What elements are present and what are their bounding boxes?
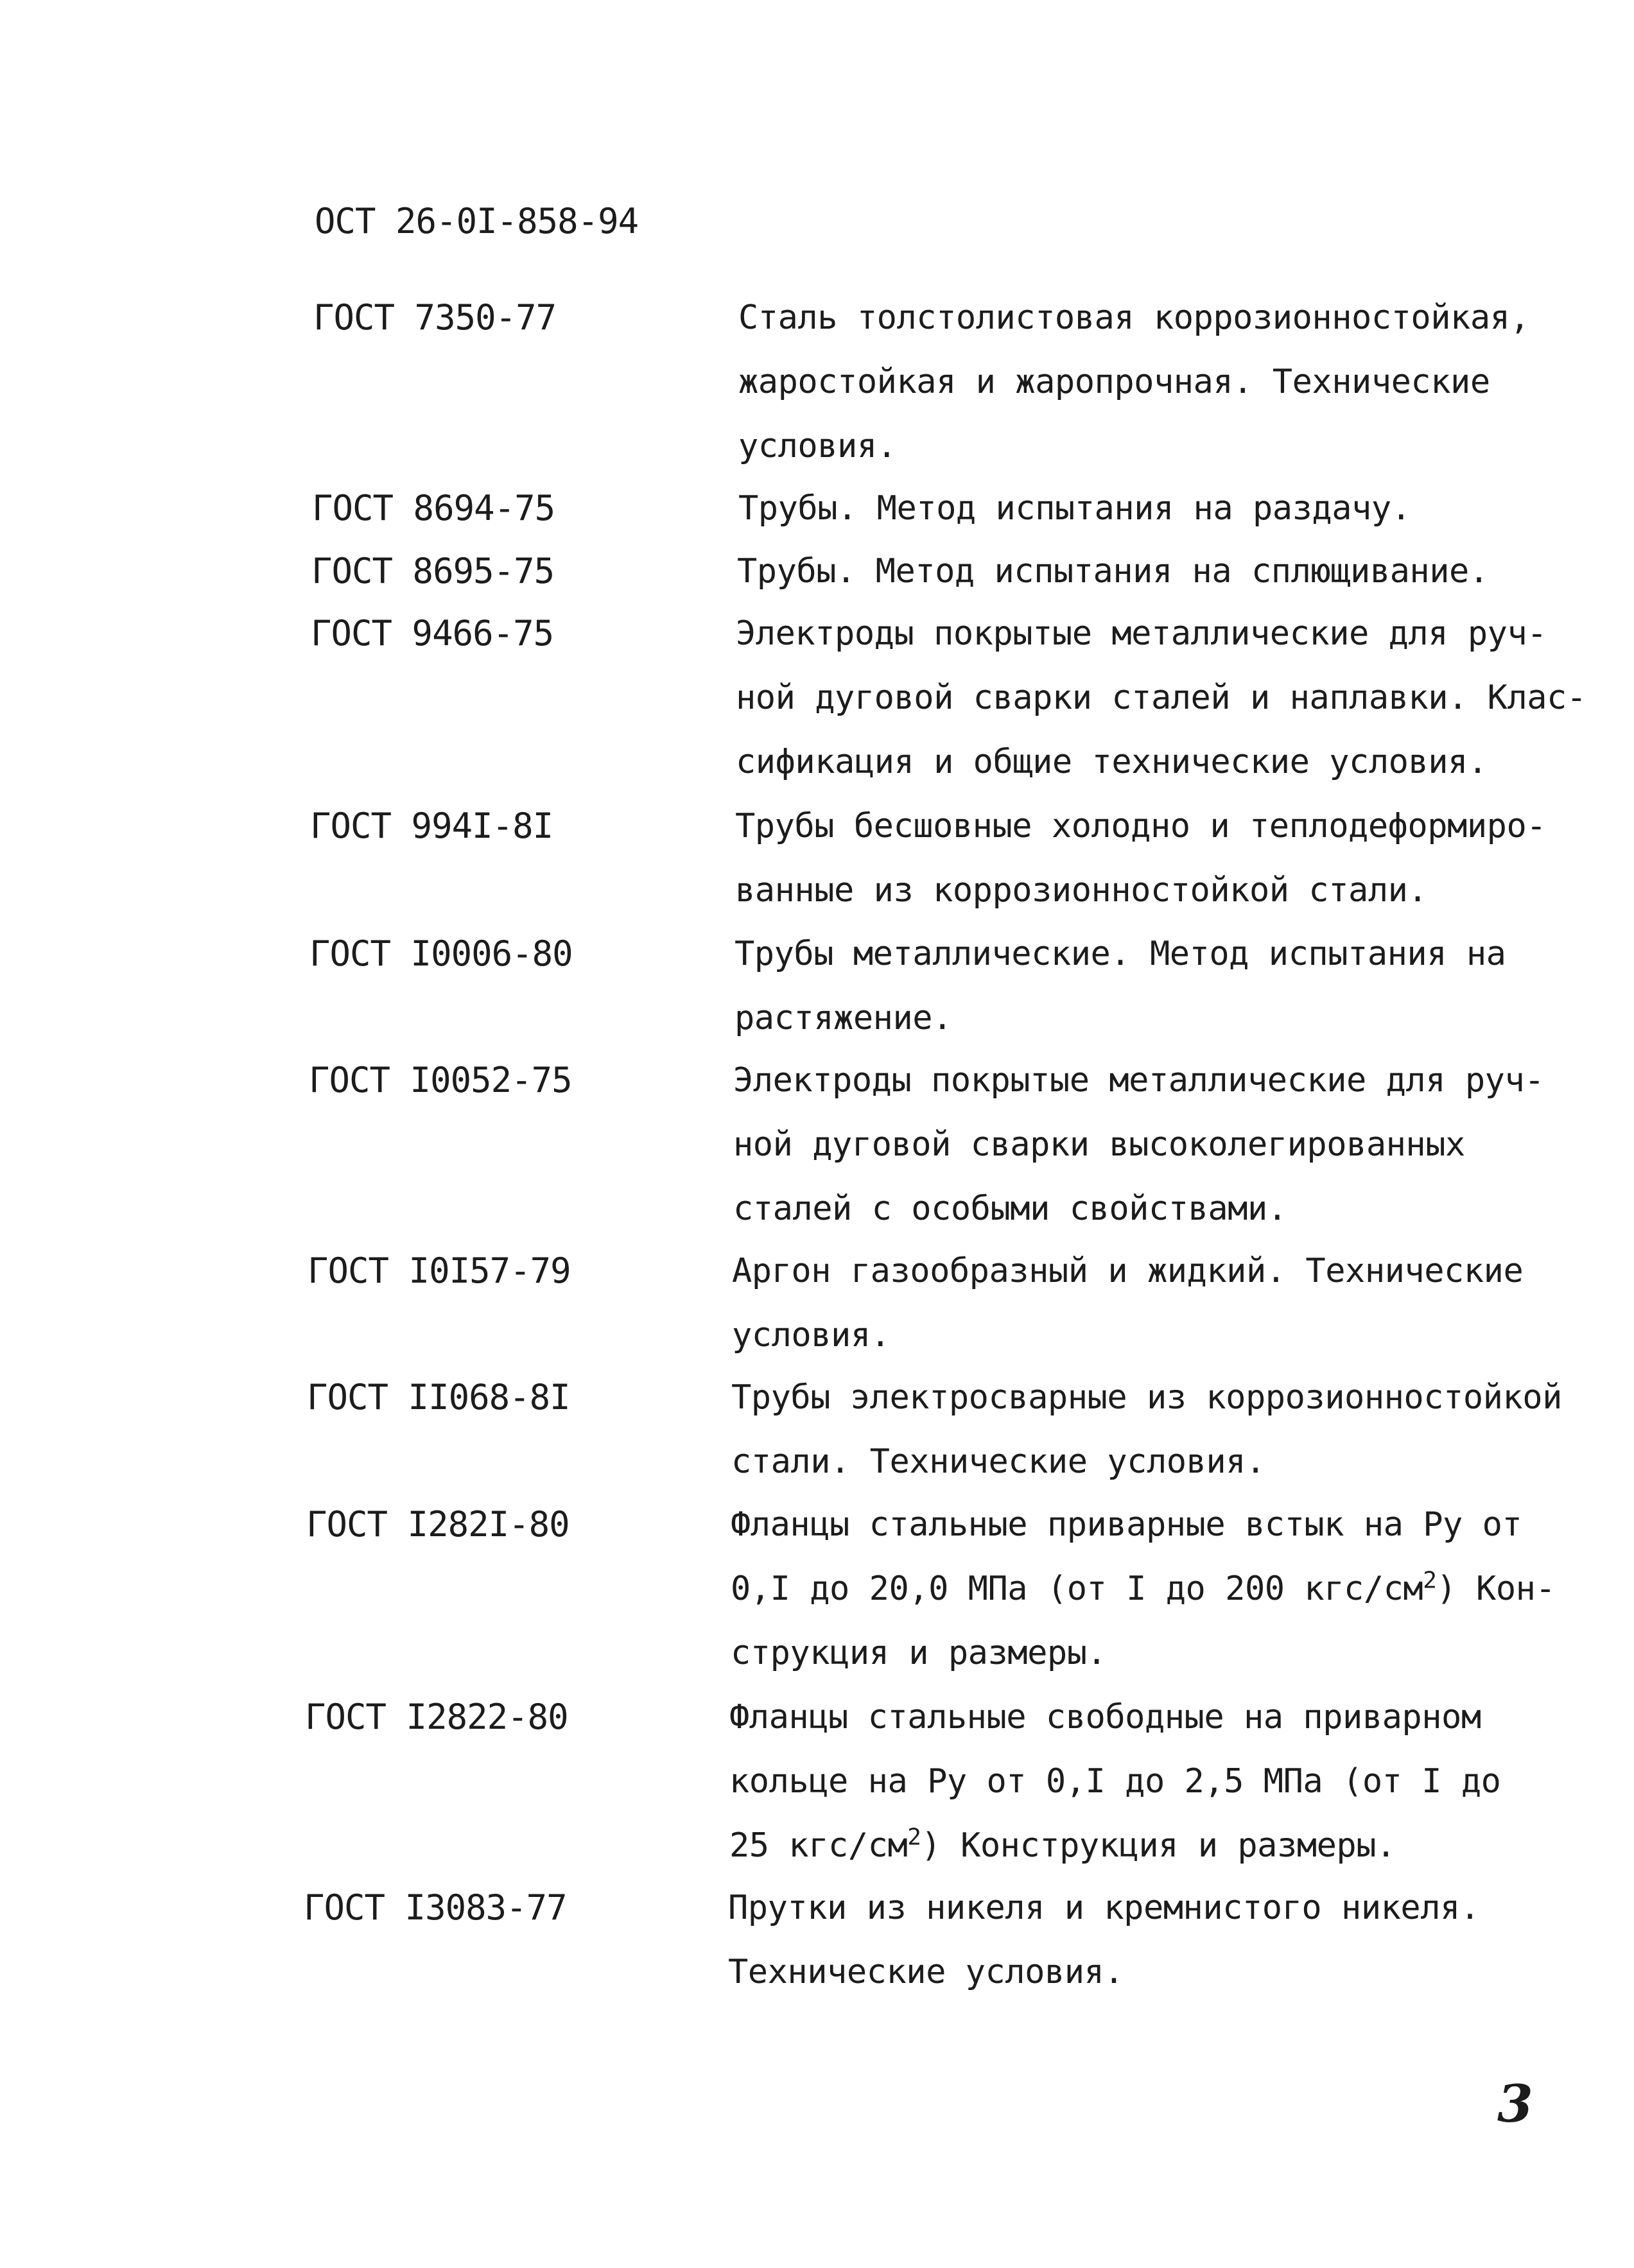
- reference-code: ГОСТ 8694-75: [312, 488, 555, 528]
- reference-text-line: струкция и размеры.: [731, 1634, 1107, 1672]
- reference-code: ГОСТ 9466-75: [311, 613, 554, 654]
- reference-code: ГОСТ 994I-8I: [310, 806, 553, 846]
- reference-text-line: жаростойкая и жаропрочная. Технические: [738, 363, 1490, 401]
- reference-code: ГОСТ II068-8I: [307, 1377, 570, 1417]
- reference-text-line: растяжение.: [734, 999, 952, 1037]
- reference-text-line: ной дуговой сварки сталей и наплавки. Клас-: [736, 679, 1586, 717]
- reference-text-line: [731, 1563, 1555, 1614]
- reference-text-line: Сталь толстолистовая коррозионностойкая,: [738, 299, 1530, 337]
- reference-text-line: ванные из коррозионностойкой стали.: [735, 871, 1428, 910]
- superscript-exponent: 2: [1423, 1567, 1437, 1594]
- reference-text-line: Фланцы стальные приварные встык на Ру от: [731, 1505, 1522, 1544]
- page-number: 3: [1497, 2073, 1533, 2134]
- reference-code: ГОСТ I0052-75: [309, 1060, 572, 1100]
- reference-text-line: стали. Технические условия.: [731, 1442, 1265, 1481]
- reference-text-segment: 25 кгс/см: [729, 1826, 908, 1865]
- reference-text-line: Технические условия.: [728, 1953, 1124, 1991]
- reference-text-line: Фланцы стальные свободные на приварном: [729, 1698, 1481, 1736]
- reference-text-line: Электроды покрытые металлические для руч-: [733, 1061, 1545, 1100]
- reference-text-line: [729, 1820, 1396, 1871]
- reference-text-line: Электроды покрытые металлические для руч-: [736, 614, 1547, 653]
- reference-text-line: Трубы. Метод испытания на раздачу.: [738, 489, 1411, 528]
- reference-text-line: Трубы бесшовные холодно и теплодеформиро-: [735, 807, 1547, 845]
- reference-text-segment: ) Кон-: [1436, 1570, 1556, 1608]
- document-header: ОСТ 26-0I-858-94: [315, 201, 639, 241]
- reference-text-line: Трубы. Метод испытания на сплющивание.: [737, 552, 1489, 591]
- superscript-exponent: 2: [907, 1824, 921, 1851]
- reference-code: ГОСТ I3083-77: [304, 1887, 567, 1928]
- reference-code: ГОСТ 7350-77: [313, 297, 557, 338]
- reference-code: ГОСТ I0006-80: [309, 933, 573, 974]
- reference-code: ГОСТ I2822-80: [305, 1697, 568, 1737]
- reference-text-line: Аргон газообразный и жидкий. Технические: [732, 1252, 1524, 1290]
- reference-text-line: условия.: [732, 1316, 891, 1355]
- reference-code: ГОСТ I0I57-79: [308, 1251, 571, 1291]
- reference-text-segment: 0,I до 20,0 МПа (от I до 200 кгс/см: [731, 1570, 1423, 1608]
- reference-text-line: Прутки из никеля и кремнистого никеля.: [728, 1889, 1480, 1927]
- reference-text-line: условия.: [738, 427, 897, 465]
- reference-text-line: кольце на Ру от 0,I до 2,5 МПа (от I до: [729, 1762, 1501, 1801]
- reference-text-line: ной дуговой сварки высоколегированных: [733, 1125, 1465, 1164]
- reference-text-line: Трубы электросварные из коррозионностойкой: [731, 1378, 1562, 1417]
- reference-text-line: Трубы металлические. Метод испытания на: [734, 935, 1506, 973]
- reference-text-line: сталей с особыми свойствами.: [733, 1190, 1287, 1228]
- reference-text-line: сификация и общие технические условия.: [736, 743, 1488, 781]
- reference-code: ГОСТ 8695-75: [311, 551, 555, 591]
- reference-text-segment: ) Конструкция и размеры.: [921, 1826, 1396, 1865]
- reference-code: ГОСТ I282I-80: [306, 1504, 569, 1545]
